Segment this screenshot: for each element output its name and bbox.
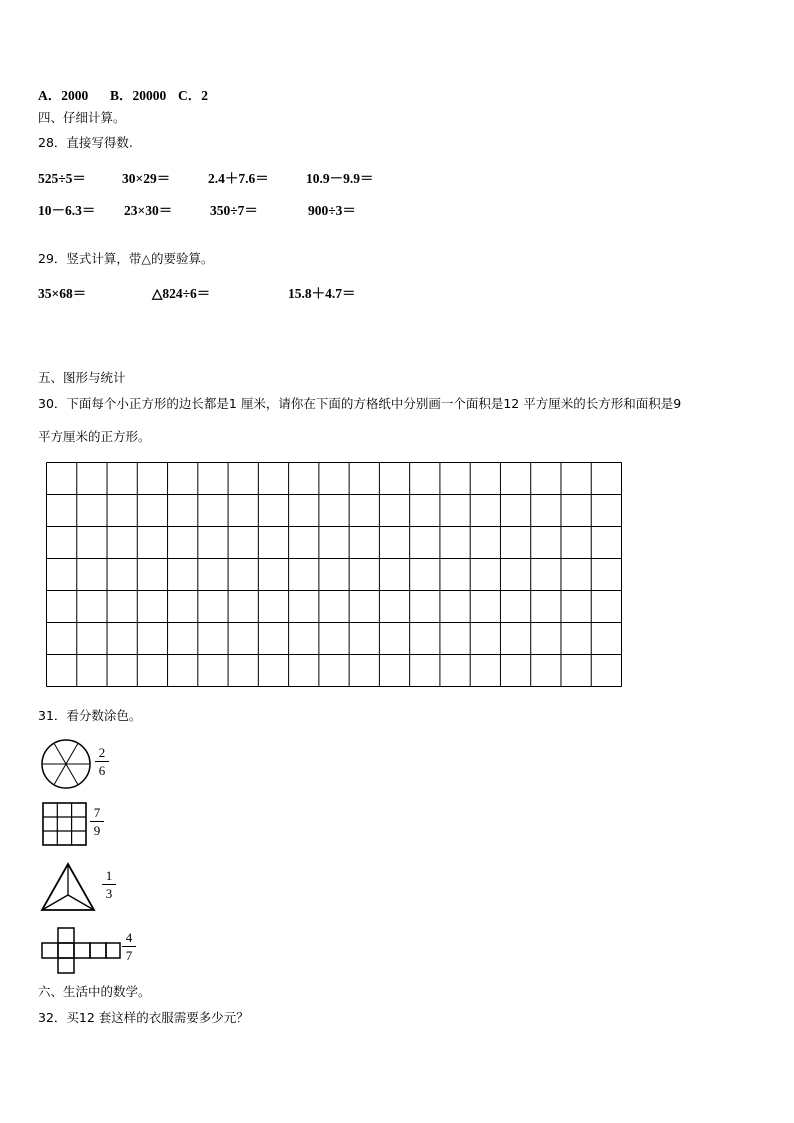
q28-item: 900÷3＝ xyxy=(308,203,356,218)
q28-title: 28．直接写得数. xyxy=(38,135,133,150)
q29-item: △824÷6＝ xyxy=(152,286,211,301)
q29-title: 29．竖式计算，带△的要验算。 xyxy=(38,251,214,266)
option-b: B．20000 xyxy=(110,88,167,103)
q29-item: 35×68＝ xyxy=(38,286,87,301)
option-a: A．2000 xyxy=(38,88,89,103)
square-grid-paper[interactable] xyxy=(46,462,622,687)
fraction-4-7: 4 7 xyxy=(122,930,136,963)
q29-item: 15.8＋4.7＝ xyxy=(288,286,356,301)
q32-title: 32．买12 套这样的衣服需要多少元？ xyxy=(38,1010,249,1025)
q28-item: 10－6.3＝ xyxy=(38,203,96,218)
fraction-1-3: 1 3 xyxy=(102,868,116,901)
cross-net-icon xyxy=(40,926,122,976)
fraction-7-9: 7 9 xyxy=(90,805,104,838)
three-by-three-grid-icon xyxy=(42,802,88,846)
q28-item: 350÷7＝ xyxy=(210,203,258,218)
q28-item: 2.4＋7.6＝ xyxy=(208,171,269,186)
section-4-title: 四、仔细计算。 xyxy=(38,110,126,125)
q28-item: 30×29＝ xyxy=(122,171,171,186)
q28-item: 23×30＝ xyxy=(124,203,173,218)
option-c: C．2 xyxy=(178,88,208,103)
section-6-title: 六、生活中的数学。 xyxy=(38,984,151,999)
circle-sixths-icon xyxy=(40,738,92,790)
q28-item: 10.9－9.9＝ xyxy=(306,171,374,186)
triangle-thirds-icon xyxy=(40,862,96,912)
q28-item: 525÷5＝ xyxy=(38,171,86,186)
fraction-2-6: 2 6 xyxy=(95,745,109,778)
q30-line-1: 30．下面每个小正方形的边长都是1 厘米，请你在下面的方格纸中分别画一个面积是12 平方厘米的长方形和面积是9 xyxy=(38,396,682,411)
q31-title: 31．看分数涂色。 xyxy=(38,708,142,723)
section-5-title: 五、图形与统计 xyxy=(38,370,126,385)
q30-line-2: 平方厘米的正方形。 xyxy=(38,429,151,444)
